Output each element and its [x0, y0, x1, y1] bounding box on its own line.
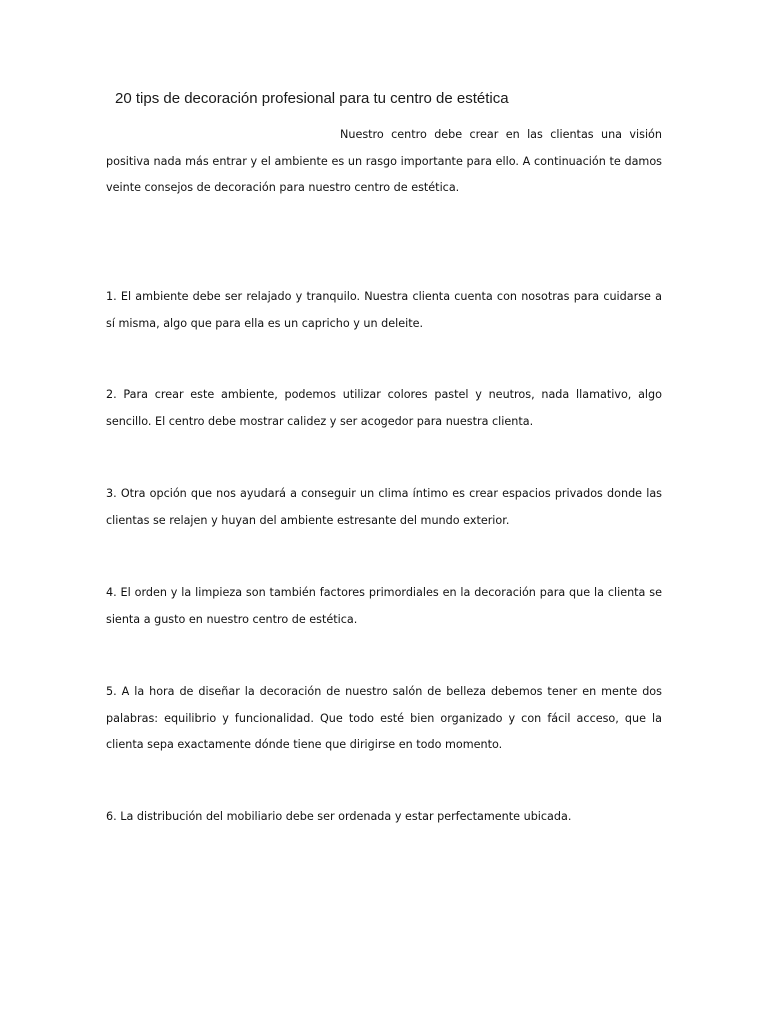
tip-1-paragraph: 1. El ambiente debe ser relajado y tranquilo. Nuestra clienta cuenta con nosotras para cuidarse a sí misma, algo que para ella es un capricho y un deleite. — [106, 290, 662, 330]
intro-paragraph: Nuestro centro debe crear en las clientas una visión positiva nada más entrar y el ambiente es un rasgo importante para ello. A continuación te damos veinte consejos de decoración para nuestro centro de estética. — [106, 128, 662, 194]
tip-2-paragraph: 2. Para crear este ambiente, podemos utilizar colores pastel y neutros, nada llamativo, algo sencillo. El centro debe mostrar calidez y ser acogedor para nuestra clienta. — [106, 388, 662, 428]
tip-3-paragraph: 3. Otra opción que nos ayudará a conseguir un clima íntimo es crear espacios privados donde las clientas se relajen y huyan del ambiente estresante del mundo exterior. — [106, 487, 662, 527]
tip-5-paragraph: 5. A la hora de diseñar la decoración de nuestro salón de belleza debemos tener en mente dos palabras: equilibrio y funcionalidad. Que todo esté bien organizado y con fácil acceso, que la clienta sepa exactamente dónde tiene que dirigirse en todo momento. — [106, 685, 662, 751]
tip-6-paragraph: 6. La distribución del mobiliario debe ser ordenada y estar perfectamente ubicada. — [106, 810, 572, 823]
tip-4-paragraph: 4. El orden y la limpieza son también factores primordiales en la decoración para que la clienta se sienta a gusto en nuestro centro de estética. — [106, 586, 662, 626]
document-title: 20 tips de decoración profesional para tu centro de estética — [115, 90, 509, 107]
